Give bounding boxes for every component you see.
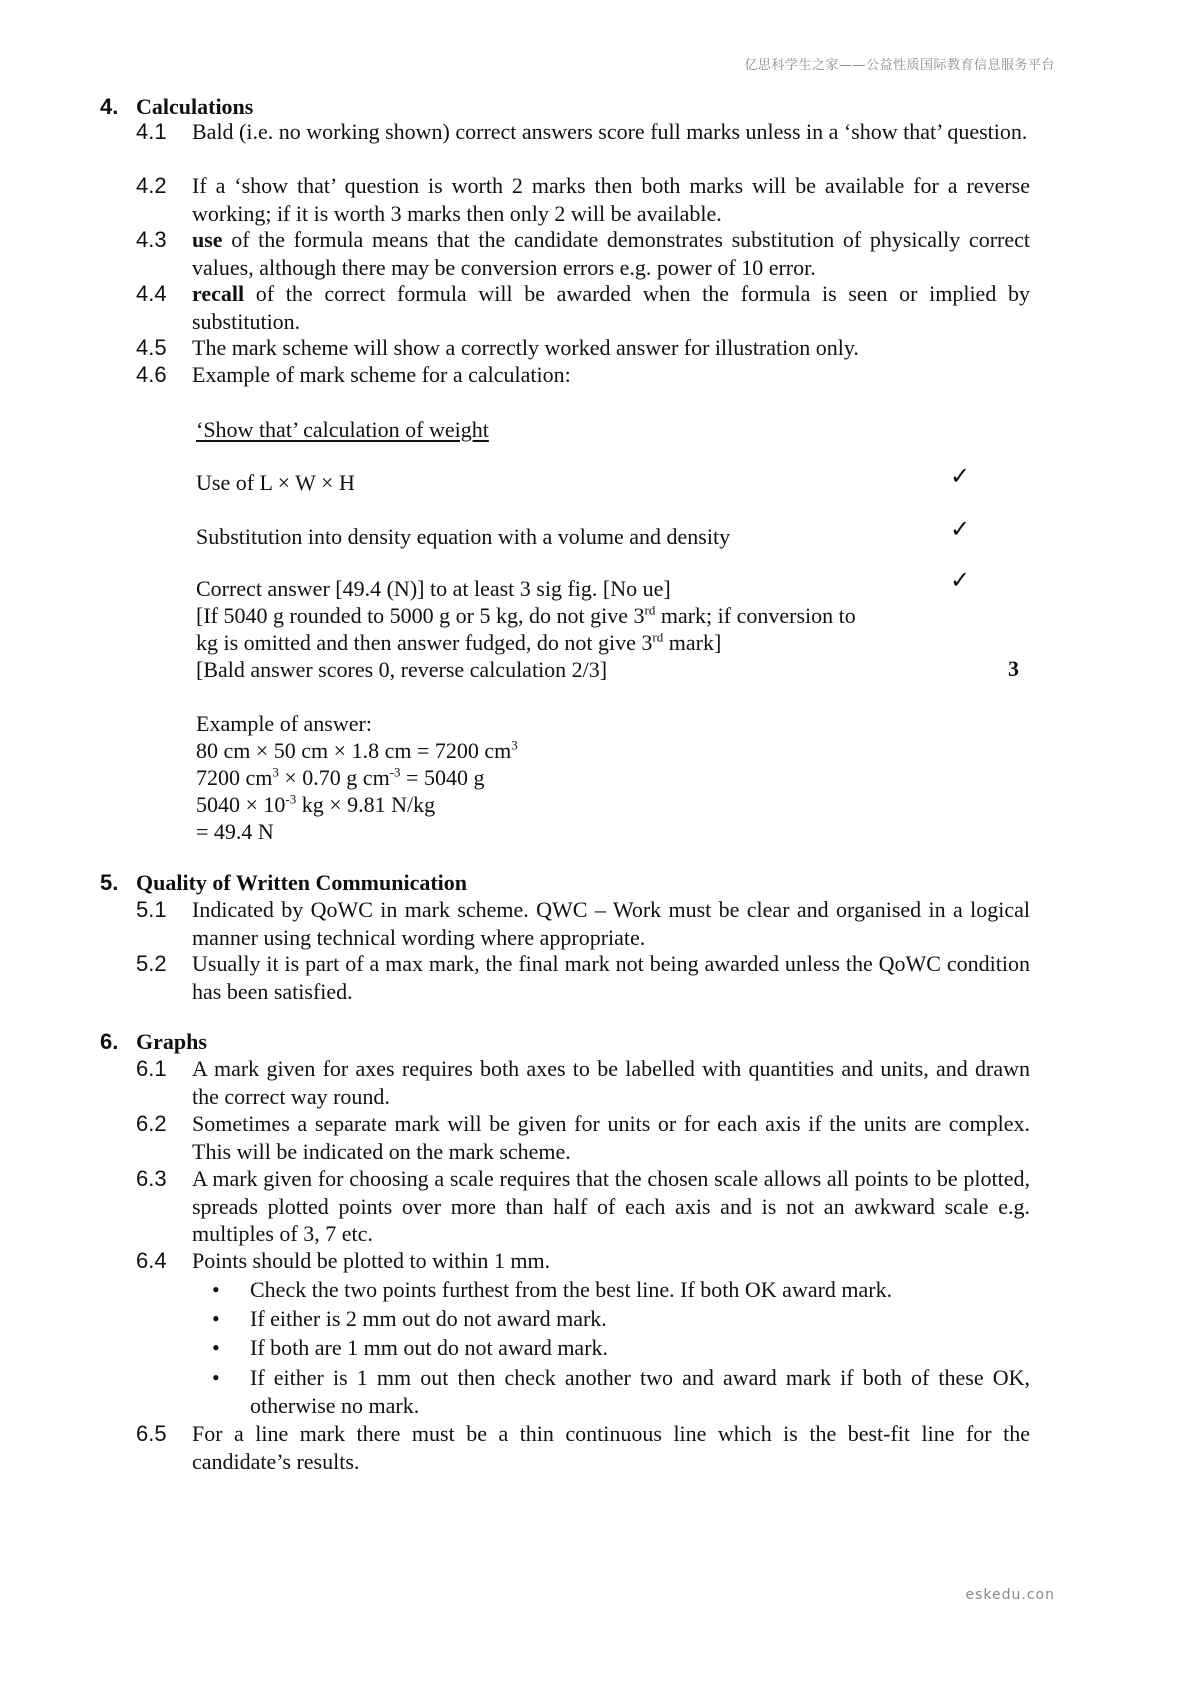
item-text: Example of mark scheme for a calculation: [192,362,571,387]
item-5-2 [136,950,1030,1005]
bullet-icon: • [212,1335,220,1360]
item-number: 5.1 [136,897,167,922]
item-text: A mark given for axes requires both axes to be labelled with quantities and units, and drawn the correct way round. [192,1056,1030,1109]
bold-term: use [192,227,223,252]
text-part: 5040 × 10 [196,792,286,817]
list-item [212,1334,1030,1362]
scheme-line-4 [196,602,856,630]
text-part: kg × 9.81 N/kg [296,792,436,817]
answer-line-4: = 49.4 N [196,819,274,844]
item-text [192,280,1030,335]
section-5-heading [100,870,467,896]
bold-term: recall [192,281,245,306]
bullet-icon: • [212,1277,220,1302]
example-heading-text: ‘Show that’ calculation of weight [196,417,489,442]
item-number: 4.3 [136,227,167,252]
bullet-icon: • [212,1306,220,1331]
item-4-1 [136,118,1030,146]
item-text: The mark scheme will show a correctly worked answer for illustration only. [192,335,859,360]
scheme-line-5 [196,629,721,657]
section-number: 4. [100,94,119,119]
item-text: If a ‘show that’ question is worth 2 marks then both marks will be available for a reverse working; if it is worth 3 marks then only 2 will be available. [192,173,1030,226]
item-text: Points should be plotted to within 1 mm. [192,1248,551,1273]
item-number: 4.6 [136,362,167,387]
item-text: Bald (i.e. no working shown) correct answers score full marks unless in a ‘show that’ question. [192,119,1028,144]
item-text [192,226,1030,281]
superscript: -3 [389,764,401,780]
item-number: 6.1 [136,1056,167,1081]
item-6-5 [136,1420,1030,1475]
bullet-text: Check the two points furthest from the best line. If both OK award mark. [250,1277,893,1302]
total-marks: 3 [1008,656,1019,681]
page-header: 亿思科学生之家——公益性质国际教育信息服务平台 [744,58,1055,73]
section-title: Quality of Written Communication [136,870,468,895]
text-part: 80 cm × 50 cm × 1.8 cm = 7200 cm [196,738,512,763]
text-part: mark; if conversion to [655,603,856,628]
example-heading [196,416,489,444]
superscript: -3 [285,791,297,807]
item-number: 6.3 [136,1166,167,1191]
item-6-1 [136,1055,1030,1110]
text-part: = 5040 g [400,765,485,790]
item-4-4 [136,280,1030,335]
page-footer: eskedu.con [965,1587,1055,1603]
item-6-4 [136,1247,1030,1275]
item-text-rest: of the correct formula will be awarded when the formula is seen or implied by substitution. [192,281,1030,334]
item-number: 6.4 [136,1248,167,1273]
item-text: Indicated by QoWC in mark scheme. QWC – Work must be clear and organised in a logical manner using technical wording where appropriate. [192,897,1030,950]
item-number: 4.5 [136,335,167,360]
section-title: Graphs [136,1029,207,1054]
item-6-3 [136,1165,1030,1248]
section-4-heading [100,94,253,120]
list-item [212,1276,1030,1304]
answer-heading: Example of answer: [196,711,372,736]
bullet-icon: • [212,1365,220,1390]
superscript: 3 [511,737,518,753]
superscript: rd [652,629,664,645]
item-text: Sometimes a separate mark will be given for units or for each axis if the units are complex. This will be indicated on the mark scheme. [192,1111,1030,1164]
scheme-line-6: [Bald answer scores 0, reverse calculation 2/3] [196,657,608,682]
check-icon: ✓ [950,566,971,594]
answer-line-1 [196,737,518,765]
item-4-2 [136,172,1030,227]
item-4-5 [136,334,1030,362]
item-text: A mark given for choosing a scale requires that the chosen scale allows all points to be plotted, spreads plotted points over more than half of each axis and is not an awkward scale e.g. multiples of 3, 7 etc. [192,1166,1030,1246]
text-part: mark] [663,630,722,655]
list-item [212,1364,1030,1419]
item-4-6 [136,361,1030,389]
scheme-line-2: Substitution into density equation with a volume and density [196,524,731,549]
text-part: × 0.70 g cm [278,765,390,790]
check-icon: ✓ [950,462,971,490]
text-part: [If 5040 g rounded to 5000 g or 5 kg, do not give 3 [196,603,645,628]
section-title: Calculations [136,94,254,119]
item-text-rest: of the formula means that the candidate demonstrates substitution of physically correct values, although there may be conversion errors e.g. power of 10 error. [192,227,1030,280]
text-part: kg is omitted and then answer fudged, do not give 3 [196,630,653,655]
item-text: Usually it is part of a max mark, the final mark not being awarded unless the QoWC condition has been satisfied. [192,951,1030,1004]
bullet-text: If both are 1 mm out do not award mark. [250,1335,609,1360]
item-text: For a line mark there must be a thin continuous line which is the best-fit line for the candidate’s results. [192,1421,1030,1474]
item-number: 5.2 [136,951,167,976]
superscript: rd [644,602,656,618]
section-number: 6. [100,1029,119,1054]
list-item [212,1305,1030,1333]
item-number: 4.4 [136,281,167,306]
item-6-2 [136,1110,1030,1165]
superscript: 3 [272,764,279,780]
bullet-text: If either is 2 mm out do not award mark. [250,1306,607,1331]
item-number: 6.2 [136,1111,167,1136]
bullet-text: If either is 1 mm out then check another two and award mark if both of these OK, otherwise no mark. [250,1365,1030,1418]
item-number: 4.2 [136,173,167,198]
section-number: 5. [100,870,119,895]
section-6-heading [100,1029,207,1055]
item-number: 6.5 [136,1421,167,1446]
scheme-line-3: Correct answer [49.4 (N)] to at least 3 sig fig. [No ue] [196,576,671,601]
answer-line-2 [196,764,484,792]
scheme-line-1: Use of L × W × H [196,470,355,495]
answer-line-3 [196,791,435,819]
item-number: 4.1 [136,119,167,144]
check-icon: ✓ [950,515,971,543]
text-part: 7200 cm [196,765,273,790]
item-5-1 [136,896,1030,951]
item-4-3 [136,226,1030,281]
